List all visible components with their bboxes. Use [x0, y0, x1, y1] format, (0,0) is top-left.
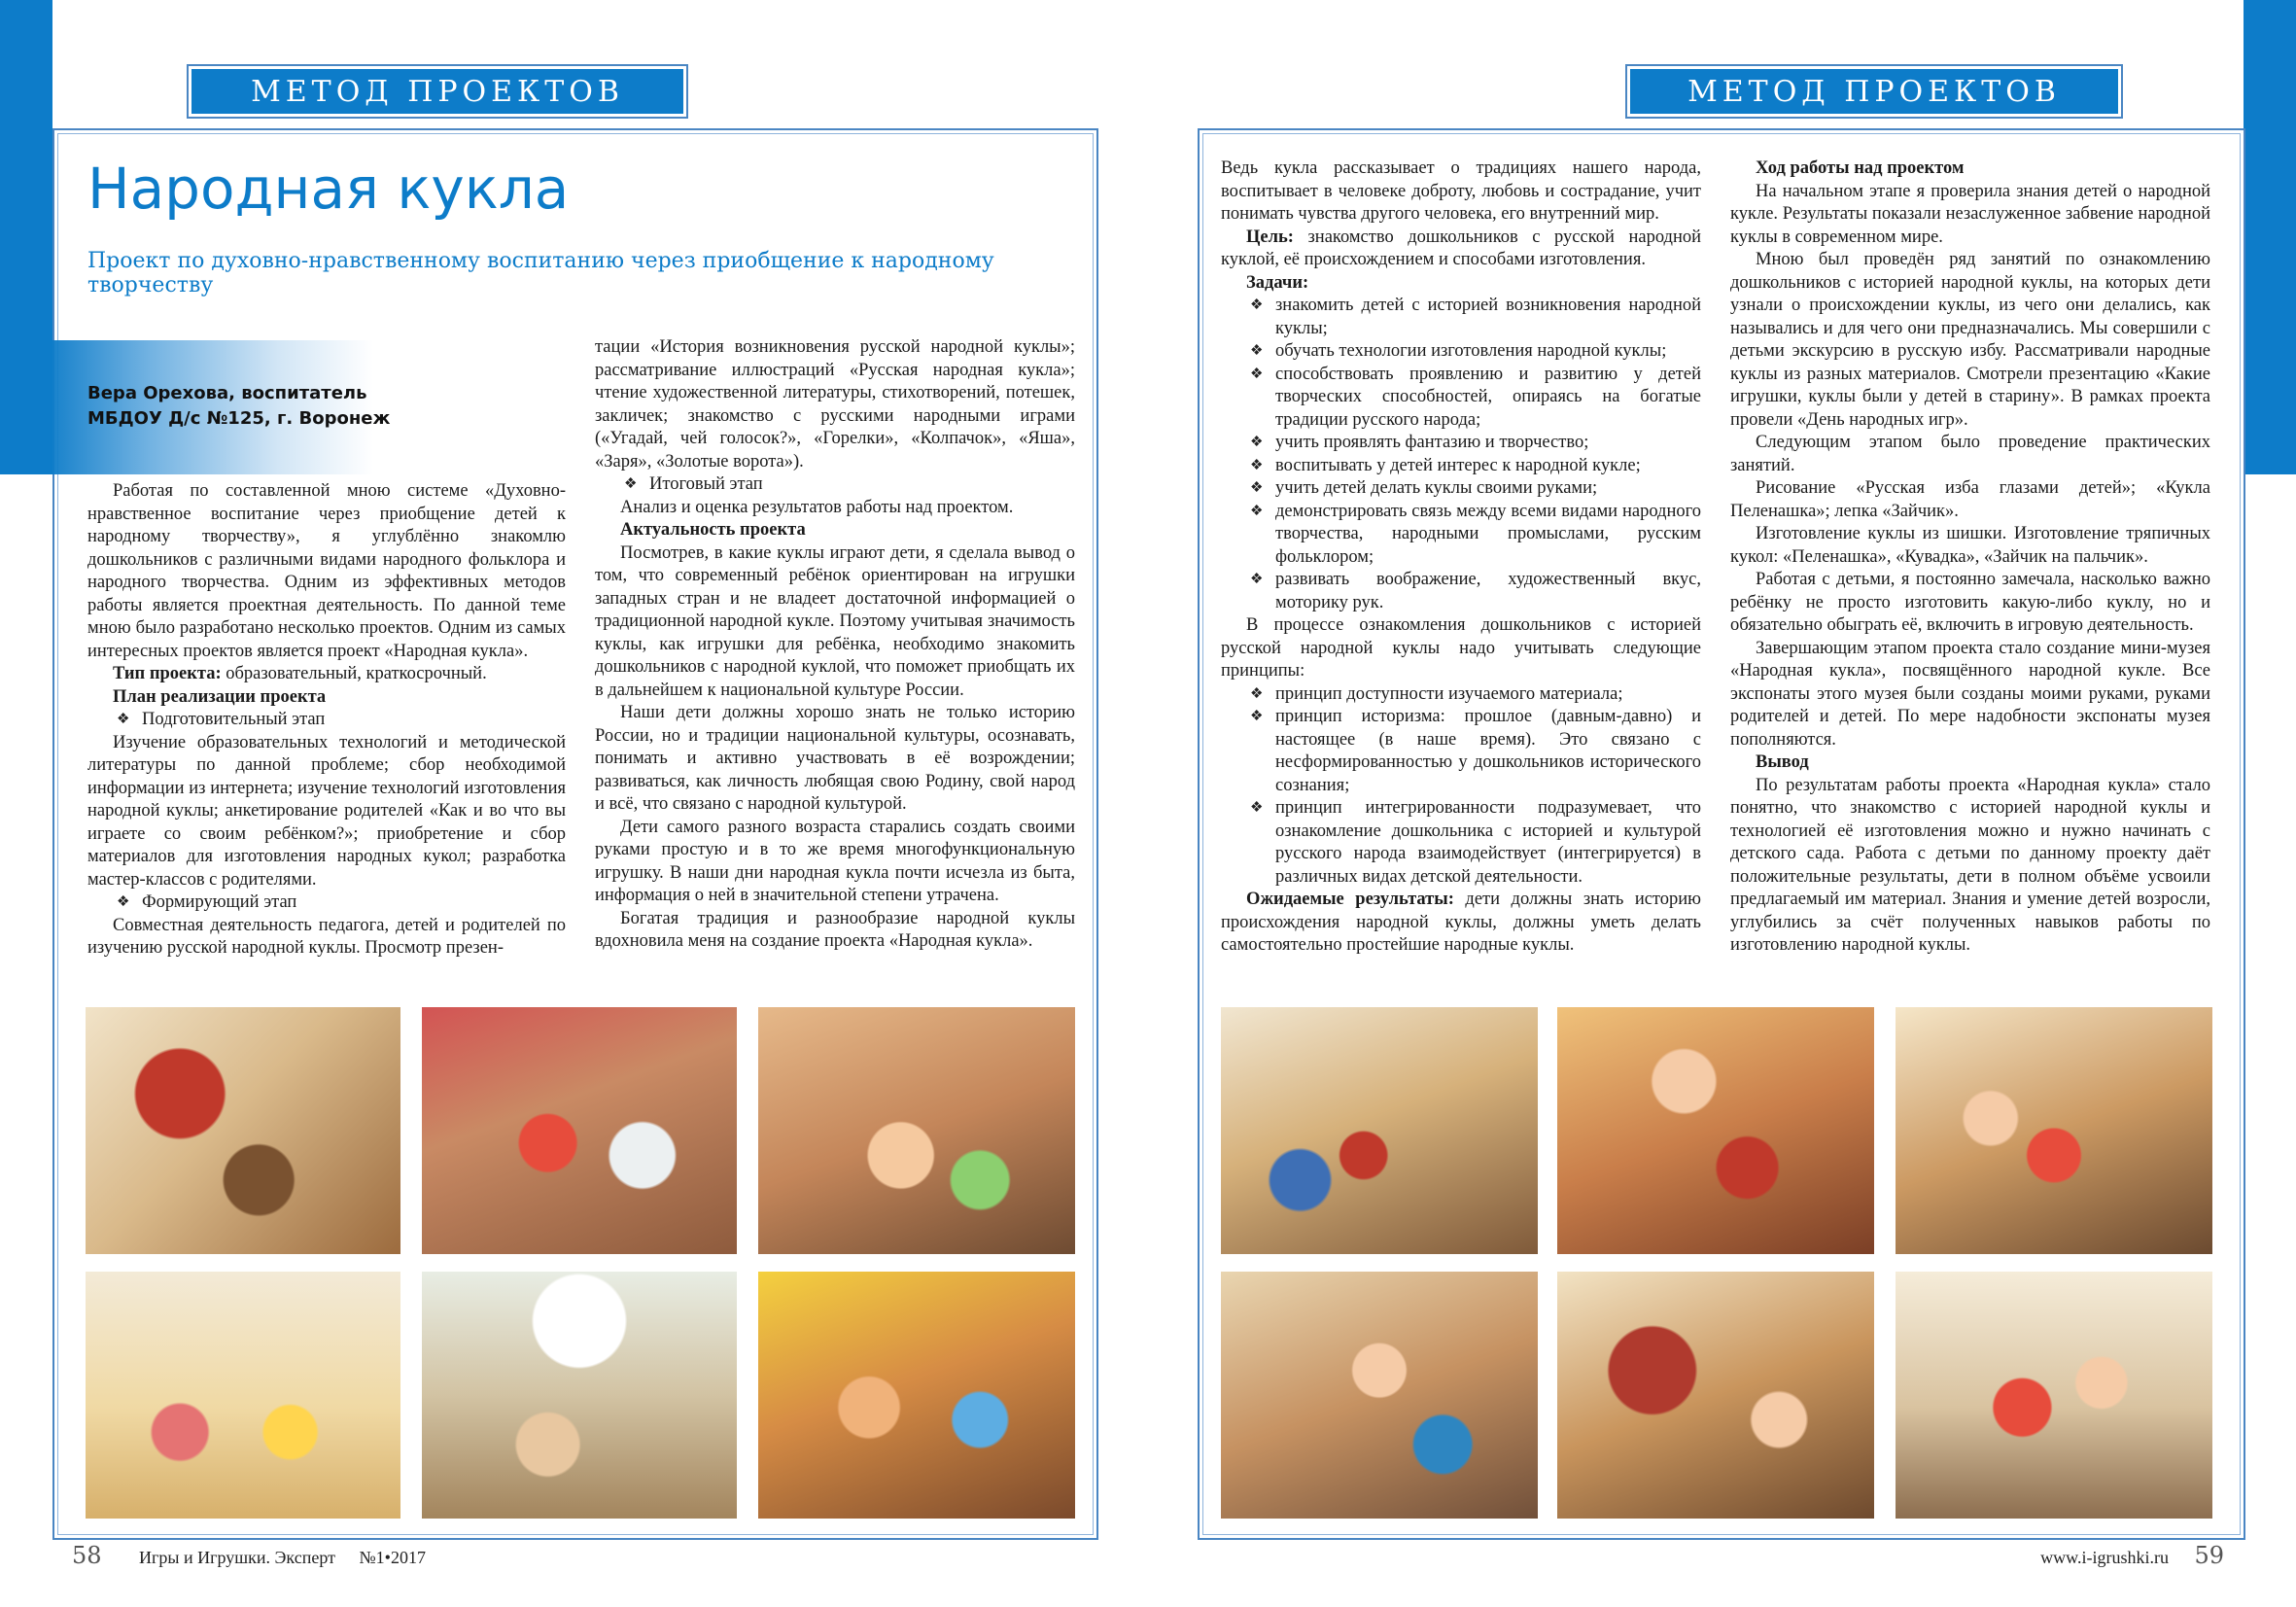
- author-affiliation: МБДОУ Д/с №125, г. Воронеж: [87, 408, 391, 429]
- tasks-heading: Задачи:: [1246, 272, 1309, 293]
- list-item: ❖ развивать воображение, художественный вкус, моторику рук.: [1221, 569, 1701, 614]
- magazine-name: Игры и Игрушки. Эксперт: [139, 1548, 335, 1567]
- stage-forming: ❖ Формирующий этап: [87, 891, 566, 915]
- left-edge-bar: [0, 0, 52, 474]
- photo-folk-doll-museum: [86, 1007, 400, 1254]
- list-item: ❖ знакомить детей с историей возникновения народной куклы;: [1221, 295, 1701, 340]
- goal-value: знакомство дошкольников с русской народной куклой, её происхождением и способами изготовления.: [1221, 227, 1701, 269]
- photo-teacher-with-doll: [1221, 1272, 1538, 1519]
- paragraph: Завершающим этапом проекта стало создание мини-музея «Народная кукла», посвящённого народной кукле. Все экспонаты этого музея были созданы моими руками, руками родителей и детей. По мере надобности экспонаты музея пополняются.: [1730, 638, 2210, 750]
- paragraph: Мною был проведён ряд занятий по ознакомлению дошкольников с историей народной куклы, на которых дети узнали о происхождении куклы, из чего они делались, как назывались и для чего они предназначались. Мы совершили с детьми экскурсию в русскую избу. Рассматривали народные куклы из разных материалов. Смотрели презентацию «Какие игрушки, куклы были у детей в старину». В рамках проекта провели «День народных игр».: [1730, 250, 2210, 430]
- stage-final: ❖ Итоговый этап: [595, 473, 1075, 497]
- list-item: ❖ обучать технологии изготовления народной куклы;: [1221, 340, 1701, 364]
- goal-label: Цель:: [1246, 227, 1294, 247]
- photo-children-group: [1221, 1007, 1538, 1254]
- page-number-right: 59: [2194, 1542, 2224, 1569]
- section-tab-label: МЕТОД ПРОЕКТОВ: [191, 69, 683, 114]
- expected-label: Ожидаемые результаты:: [1246, 890, 1454, 909]
- text-column-3: [1221, 157, 1701, 958]
- footer-right: [2040, 1542, 2224, 1569]
- photo-classroom: [422, 1272, 737, 1519]
- issue-number: №1•2017: [359, 1548, 426, 1567]
- right-edge-bar: [2244, 0, 2296, 474]
- photo-children-at-exhibit: [422, 1007, 737, 1254]
- article-title: Народная кукла: [87, 156, 570, 222]
- paragraph: По результатам работы проекта «Народная кукла» стало понятно, что знакомство с историей народной куклы и технологией её изготовления можно и нужно начинать с детского сада. Работа с детьми по данному проекту даёт положительные результаты, дети в полном объёме усвоили предлагаемый им материал. Знания и умение детей возросли, углубились за счёт полученных навыков работы по изготовлению народной куклы.: [1730, 775, 2210, 955]
- expected-results: [1221, 889, 1701, 958]
- paragraph: На начальном этапе я проверила знания детей о народной кукле. Результаты показали незаслуженное забвение народной куклы в современном мире.: [1730, 181, 2210, 247]
- stage-preparatory: ❖ Подготовительный этап: [87, 709, 566, 732]
- paragraph: Наши дети должны хорошо знать не только историю России, но и традиции национальной культуры, осознавать, понимать и активно участвовать в её возрождении; развиваться, как личность любящая свою Родину, свой народ и всё, что связано с народной культурой.: [595, 703, 1075, 814]
- goal: [1221, 227, 1701, 272]
- plan-heading: План реализации проекта: [113, 686, 327, 707]
- article-subtitle: Проект по духовно-нравственному воспитанию через приобщение к народному творчеству: [87, 249, 994, 297]
- paragraph: Посмотрев, в какие куклы играют дети, я сделала вывод о том, что современный ребёнок ориентирован на игрушки западных стран и не владеет достаточной информацией о традиционной народной кукле. Поэтому учитывая значимость куклы, как игрушки для ребёнка, необходимо знакомить дошкольников с народной куклой, что поможет приобщать их в дальнейшем к национальной культуре России.: [595, 542, 1075, 700]
- project-type-label: Тип проекта:: [113, 664, 222, 683]
- paragraph: Ведь кукла рассказывает о традициях нашего народа, воспитывает в человеке доброту, любовь и сострадание, учит понимать чувства другого человека, его внутренний мир.: [1221, 158, 1701, 224]
- photo-teacher-with-children: [758, 1272, 1075, 1519]
- project-type: [87, 663, 566, 686]
- section-tab-right: [1625, 64, 2123, 119]
- list-item: ❖ демонстрировать связь между всеми видами народного творчества, народными промыслами, русским фольклором;: [1221, 501, 1701, 570]
- tasks-list: [1221, 295, 1701, 614]
- paragraph: Работая с детьми, я постоянно замечала, насколько важно ребёнку не просто изготовить какую-либо куклу, но и обязательно обыграть её, включить в игровую деятельность.: [1730, 570, 2210, 635]
- paragraph: Изучение образовательных технологий и методической литературы по данной проблеме; сбор необходимой информации из интернета; изучение технологий изготовления народной куклы; анкетирование родителей «Как и во что вы играете со своим ребёнком?»; приобретение и сбор материалов для изготовления народных кукол; разработка мастер-классов с родителями.: [87, 732, 566, 890]
- paragraph: Анализ и оценка результатов работы над проектом.: [620, 497, 1014, 517]
- website: www.i-igrushki.ru: [2040, 1548, 2169, 1567]
- paragraph: Изготовление куклы из шишки. Изготовление тряпичных кукол: «Пеленашка», «Кувадка», «Зайчик на пальчик».: [1730, 524, 2210, 567]
- photo-children-with-drawings: [86, 1272, 400, 1519]
- relevance-heading: Актуальность проекта: [620, 520, 806, 540]
- section-tab-left: [187, 64, 688, 119]
- work-heading: Ход работы над проектом: [1756, 158, 1965, 178]
- text-column-2: [595, 336, 1075, 954]
- footer-left: [72, 1542, 426, 1569]
- photo-children-drawing: [758, 1007, 1075, 1254]
- principles-list: [1221, 683, 1701, 890]
- paragraph: В процессе ознакомления дошкольников с историей русской народной куклы надо учитывать следующие принципы:: [1221, 615, 1701, 681]
- list-item: ❖ воспитывать у детей интерес к народной кукле;: [1221, 455, 1701, 478]
- photo-children-making-dolls: [1896, 1007, 2212, 1254]
- expected-value: дети должны знать историю происхождения народной куклы, должны уметь делать самостоятельно простейшие народные куклы.: [1221, 890, 1701, 955]
- list-item: ❖ принцип историзма: прошлое (давным-давно) и настоящее (в наше время). Это связано с несформированностью у дошкольников исторического сознания;: [1221, 706, 1701, 797]
- project-type-value: образовательный, краткосрочный.: [221, 664, 487, 683]
- list-item: ❖ принцип доступности изучаемого материала;: [1221, 683, 1701, 707]
- paragraph: Богатая традиция и разнообразие народной куклы вдохновила меня на создание проекта «Народная кукла».: [595, 908, 1075, 951]
- paragraph: тации «История возникновения русской народной куклы»; рассматривание иллюстраций «Русская народная кукла»; чтение художественной литературы, стихотворений, потешек, закличек; знакомство с русскими народными играми («Угадай, чей голосок?», «Горелки», «Колпачок», «Яша», «Заря», «Золотые ворота»).: [595, 337, 1075, 472]
- author-name: Вера Орехова, воспитатель: [87, 383, 367, 403]
- paragraph: Рисование «Русская изба глазами детей»; «Кукла Пеленашка»; лепка «Зайчик».: [1730, 478, 2210, 521]
- list-item: ❖ способствовать проявлению и развитию у детей творческих способностей, опираясь на богатые традиции русского народа;: [1221, 364, 1701, 433]
- photo-teacher-showing-doll: [1557, 1007, 1874, 1254]
- author-block: [87, 381, 390, 432]
- paragraph: Работая по составленной мною системе «Духовно-нравственное воспитание через приобщение детей к народному творчеству», я углублённо знакомлю дошкольников с различными видами народного фольклора и народного творчества. Одним из эффективных методов работы является проектная деятельность. По данной теме мною было разработано несколько проектов. Одним из самых интересных проектов является проект «Народная кукла».: [87, 481, 566, 661]
- text-column-1: [87, 480, 566, 961]
- section-tab-label: МЕТОД ПРОЕКТОВ: [1630, 69, 2118, 114]
- photo-girls-with-baskets: [1896, 1272, 2212, 1519]
- list-item: ❖ принцип интегрированности подразумевает, что ознакомление дошкольника с историей и культурой русского народа взаимодействует (интегрируется) в различных видах детской деятельности.: [1221, 797, 1701, 889]
- text-column-4: [1730, 157, 2210, 958]
- list-item: ❖ учить детей делать куклы своими руками;: [1221, 477, 1701, 501]
- photo-children-rooster-painting: [1557, 1272, 1874, 1519]
- paragraph: Следующим этапом было проведение практических занятий.: [1730, 433, 2210, 475]
- conclusion-heading: Вывод: [1756, 752, 1809, 772]
- paragraph: Дети самого разного возраста старались создать своими руками простую и в то же время многофункциональную игрушку. В наши дни народная кукла почти исчезла из быта, информация о ней в значительной степени утрачена.: [595, 817, 1075, 905]
- paragraph: Совместная деятельность педагога, детей и родителей по изучению русской народной куклы. Просмотр презен-: [87, 915, 566, 958]
- list-item: ❖ учить проявлять фантазию и творчество;: [1221, 432, 1701, 455]
- page-number-left: 58: [72, 1542, 102, 1569]
